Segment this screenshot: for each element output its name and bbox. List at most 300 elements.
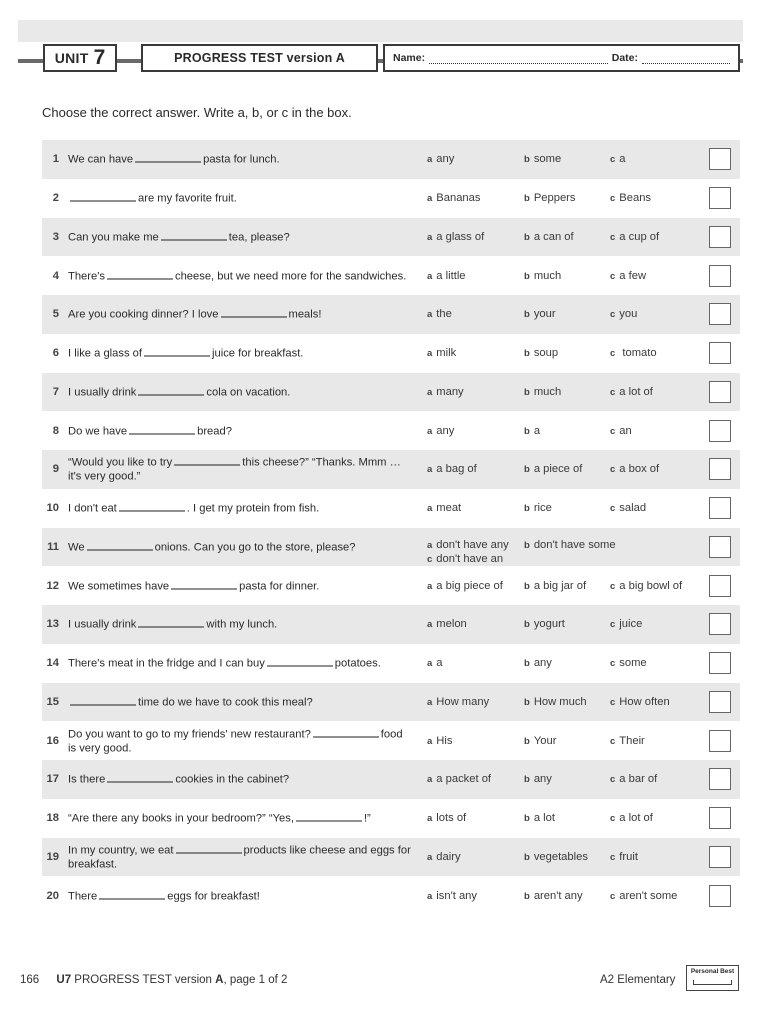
option-letter: b [524,309,530,321]
option-text: milk [436,347,457,360]
option-c [610,425,632,437]
option-text: vegetables [533,850,588,863]
question-text [68,152,413,167]
question-text-before: “Would you like to try [68,456,173,469]
question-text-before: In my country, we eat [68,844,174,857]
answer-box[interactable] [709,846,731,868]
answer-box[interactable] [709,652,731,674]
question-text-after: cola on vacation. [206,386,291,399]
option-c [427,553,503,565]
unit-code: U7 [56,974,72,986]
answer-box[interactable] [709,613,731,635]
option-text: a [619,153,626,166]
question-row [42,256,740,295]
logo-mark [693,980,732,985]
option-c [610,270,646,282]
question-text [68,772,413,787]
unit-box [43,44,117,72]
question-number: 12 [46,579,59,592]
logo-text: Personal Best [690,968,735,975]
option-text: isn't any [436,889,477,902]
answer-blank [313,726,379,737]
question-row [42,838,740,877]
option-letter: b [524,386,530,398]
question-text-after: bread? [197,425,232,438]
option-letter: c [610,386,616,398]
unit-number: 7 [93,46,106,69]
question-text-after: eggs for breakfast! [167,890,260,903]
answer-blank [107,772,173,783]
option-letter: b [524,154,530,166]
option-c [610,735,645,747]
question-text-before: “Are there any books in your bedroom?” “Yes, [68,812,294,825]
option-letter: a [427,774,433,786]
option-a [427,308,452,320]
option-letter: b [524,193,530,205]
option-text: Your [533,734,557,747]
option-text: a box of [619,463,660,476]
question-text-after: . I get my protein from fish. [186,502,320,515]
option-text: a few [619,269,647,282]
answer-box[interactable] [709,768,731,790]
option-a [427,270,466,282]
option-letter: c [610,735,616,747]
option-c [610,851,638,863]
question-row [42,218,740,257]
option-letter: c [610,890,616,902]
option-b [524,153,561,165]
answer-blank [87,539,153,550]
footer-page-info: , page 1 of 2 [223,974,288,986]
option-text: many [436,385,464,398]
option-c [610,773,657,785]
question-text-before: Can you make me [68,231,159,244]
question-text [68,811,413,826]
option-text: some [619,657,647,670]
option-c [610,231,659,243]
option-a [427,502,461,514]
option-b [524,696,587,708]
answer-blank [138,384,204,395]
option-text: tomato [619,347,657,360]
answer-box[interactable] [709,420,731,442]
option-letter: a [427,851,433,863]
option-text: a lot of [619,385,653,398]
option-letter: a [427,503,433,515]
option-text: an [619,424,632,437]
question-row [42,721,740,760]
option-text: Bananas [436,192,481,205]
question-text-before: I don't eat [68,502,117,515]
option-letter: b [524,735,530,747]
name-label: Name: [393,52,426,64]
option-letter: b [524,348,530,360]
option-a [427,539,509,551]
option-letter: a [427,425,433,437]
option-letter: b [524,503,530,515]
option-letter: b [524,851,530,863]
option-text: a lot of [619,812,653,825]
option-letter: c [610,580,616,592]
question-text [68,191,413,206]
option-letter: a [427,619,433,631]
option-letter: b [524,464,530,476]
option-b [524,386,561,398]
name-date-box [383,44,740,72]
instruction: Choose the correct answer. Write a, b, or c in the box. [42,105,352,120]
answer-blank [174,455,240,466]
option-text: much [533,269,562,282]
question-row [42,566,740,605]
option-b [524,192,575,204]
option-a [427,386,464,398]
option-text: fruit [619,850,638,863]
question-text [68,501,413,516]
option-text: a little [436,269,466,282]
question-row [42,334,740,373]
option-letter: c [610,464,616,476]
option-text: a can of [533,230,574,243]
option-c [610,580,682,592]
option-a [427,851,461,863]
option-text: you [619,308,638,321]
option-text: any [436,153,455,166]
answer-blank [135,152,201,163]
option-text: aren't any [533,889,583,902]
answer-blank [161,229,227,240]
option-text: dairy [436,850,461,863]
question-text-before: Are you cooking dinner? I love [68,308,219,321]
option-letter: a [427,658,433,670]
question-number: 8 [52,424,59,437]
question-text [68,423,413,438]
question-number: 15 [46,695,59,708]
option-letter: b [524,774,530,786]
option-b [524,270,561,282]
option-b [524,308,556,320]
question-number: 3 [52,230,59,243]
question-text-before: Do we have [68,425,128,438]
question-text [68,656,413,671]
option-a [427,773,491,785]
question-text-before: I usually drink [68,618,137,631]
option-a [427,618,467,630]
option-text: much [533,385,562,398]
option-b [524,851,588,863]
question-text-before: There [68,890,98,903]
option-letter: a [427,309,433,321]
option-letter: b [524,425,530,437]
option-letter: a [427,348,433,360]
question-text [68,346,413,361]
question-row [42,411,740,450]
option-text: Peppers [533,192,576,205]
question-text-after: juice for breakfast. [212,347,304,360]
option-text: yogurt [533,618,565,631]
answer-blank [171,578,237,589]
answer-box[interactable] [709,226,731,248]
option-text: How much [533,695,587,708]
footer-left [20,974,287,986]
option-text: a big bowl of [619,579,683,592]
option-a [427,192,480,204]
question-row [42,295,740,334]
question-text-after: onions. Can you go to the store, please? [154,541,356,554]
answer-blank [107,268,173,279]
option-text: don't have any [436,538,509,551]
option-c [610,308,637,320]
option-b [524,231,574,243]
option-c [610,696,670,708]
unit-label: UNIT [54,50,89,66]
footer-version: A [215,974,224,986]
answer-blank [267,656,333,667]
option-a [427,153,454,165]
question-row [42,760,740,799]
question-text [68,888,413,903]
test-title: PROGRESS TEST version A [141,44,378,72]
question-text-before: We can have [68,153,134,166]
option-text: the [436,308,452,321]
test-header [18,42,743,76]
question-row [42,683,740,722]
option-text: a bar of [619,773,658,786]
question-text-before: There's [68,270,105,283]
option-text: a bag of [436,463,477,476]
option-text: a big piece of [436,579,503,592]
answer-blank [99,888,165,899]
option-a [427,696,489,708]
option-letter: a [427,270,433,282]
option-letter: a [427,890,433,902]
answer-box[interactable] [709,148,731,170]
option-text: any [533,657,552,670]
answer-blank [176,842,242,853]
answer-box[interactable] [709,691,731,713]
option-b [524,657,552,669]
option-text: some [533,153,562,166]
question-text [68,617,413,632]
question-text-after: pasta for dinner. [239,580,320,593]
question-number: 6 [52,347,59,360]
option-letter: a [427,735,433,747]
option-text: salad [619,502,647,515]
option-text: a lot [533,812,555,825]
option-letter: b [524,231,530,243]
option-b [524,425,540,437]
question-text-after: products like cheese and eggs for breakfast. [68,844,411,871]
option-text: any [533,773,552,786]
question-row [42,489,740,528]
question-text-after: !” [363,812,371,825]
question-number: 7 [52,385,59,398]
option-letter: b [524,539,530,551]
question-text-after: cookies in the cabinet? [175,773,290,786]
question-text [68,578,413,593]
option-text: melon [436,618,467,631]
option-text: a packet of [436,773,492,786]
question-text-before: There's meat in the fridge and I can buy [68,657,265,670]
option-letter: c [610,813,616,825]
option-a [427,657,443,669]
question-text [68,384,413,399]
question-row [42,605,740,644]
option-text: rice [533,502,552,515]
option-text: don't have an [436,552,504,565]
option-letter: c [610,193,616,205]
question-number: 19 [46,850,59,863]
option-text: a piece of [533,463,583,476]
option-letter: a [427,193,433,205]
question-row [42,373,740,412]
answer-box[interactable] [709,381,731,403]
page-number: 166 [20,974,40,986]
answer-box[interactable] [709,497,731,519]
option-text: a cup of [619,230,660,243]
answer-box[interactable] [709,536,731,558]
option-text: meat [436,502,462,515]
question-text-before: I usually drink [68,386,137,399]
question-number: 20 [46,889,59,902]
option-letter: b [524,813,530,825]
question-text [68,694,413,709]
option-text: a [436,657,443,670]
option-a [427,425,454,437]
question-number: 10 [46,502,59,515]
option-letter: c [610,309,616,321]
question-text-after: are my favorite fruit. [138,192,237,205]
question-number: 9 [52,463,59,476]
option-a [427,812,466,824]
answer-box[interactable] [709,458,731,480]
level-label: A2 Elementary [600,974,676,986]
question-number: 11 [47,540,59,553]
question-text-after: food is very good. [68,728,403,755]
answer-box[interactable] [709,265,731,287]
date-field[interactable] [642,53,730,64]
header-band [18,20,743,42]
option-letter: b [524,580,530,592]
question-text-before: We sometimes have [68,580,170,593]
name-field[interactable] [429,53,608,64]
option-b [524,463,582,475]
option-letter: b [524,696,530,708]
option-text: His [436,734,453,747]
question-text [68,842,413,871]
option-c [610,812,653,824]
option-b [524,502,552,514]
question-row [42,876,740,915]
option-b [524,812,555,824]
option-b [524,539,616,551]
option-text: Beans [619,192,652,205]
option-a [427,580,503,592]
option-text: aren't some [619,889,678,902]
question-text-before: Is there [68,773,106,786]
option-letter: c [610,154,616,166]
question-number: 1 [52,153,59,166]
option-letter: c [610,658,616,670]
option-c [610,618,642,630]
question-row [42,644,740,683]
answer-blank [138,617,204,628]
option-letter: b [524,890,530,902]
option-text: juice [619,618,643,631]
option-b [524,773,552,785]
answer-blank [296,811,362,822]
option-letter: a [427,464,433,476]
option-b [524,618,565,630]
option-c [610,153,626,165]
question-text [68,229,413,244]
option-a [427,231,484,243]
answer-box[interactable] [709,303,731,325]
answer-blank [144,346,210,357]
option-c [610,657,647,669]
option-letter: a [427,580,433,592]
option-letter: c [610,774,616,786]
option-letter: c [610,425,616,437]
option-letter: c [610,696,616,708]
question-text [68,307,413,322]
answer-box[interactable] [709,730,731,752]
option-letter: a [427,696,433,708]
option-b [524,580,586,592]
answer-blank [129,423,195,434]
question-row [42,799,740,838]
question-text-after: potatoes. [334,657,381,670]
answer-box[interactable] [709,885,731,907]
date-label: Date: [611,52,638,64]
option-b [524,347,558,359]
personal-best-logo [686,965,739,991]
footer-test-name: PROGRESS TEST version [74,974,212,986]
question-text-after: tea, please? [228,231,290,244]
option-letter: c [610,231,616,243]
answer-blank [119,501,185,512]
question-list [42,140,740,915]
option-a [427,463,477,475]
option-text: How many [436,695,490,708]
option-b [524,735,556,747]
question-number: 4 [52,269,59,282]
answer-box[interactable] [709,187,731,209]
option-text: a glass of [436,230,485,243]
question-text [68,455,413,484]
option-c [610,463,659,475]
question-text [68,539,413,554]
answer-box[interactable] [709,575,731,597]
option-letter: a [427,813,433,825]
answer-blank [70,191,136,202]
question-text [68,268,413,283]
option-text: Their [619,734,645,747]
question-text-after: cheese, but we need more for the sandwiches. [174,270,407,283]
answer-box[interactable] [709,807,731,829]
answer-box[interactable] [709,342,731,364]
answer-blank [70,694,136,705]
option-text: don't have some [533,538,616,551]
option-text: your [533,308,556,321]
option-letter: c [610,348,616,360]
question-row [42,450,740,489]
option-text: any [436,424,455,437]
option-text: a [533,424,541,437]
answer-blank [221,307,287,318]
question-number: 16 [46,734,59,747]
question-number: 13 [46,618,59,631]
option-letter: c [610,270,616,282]
